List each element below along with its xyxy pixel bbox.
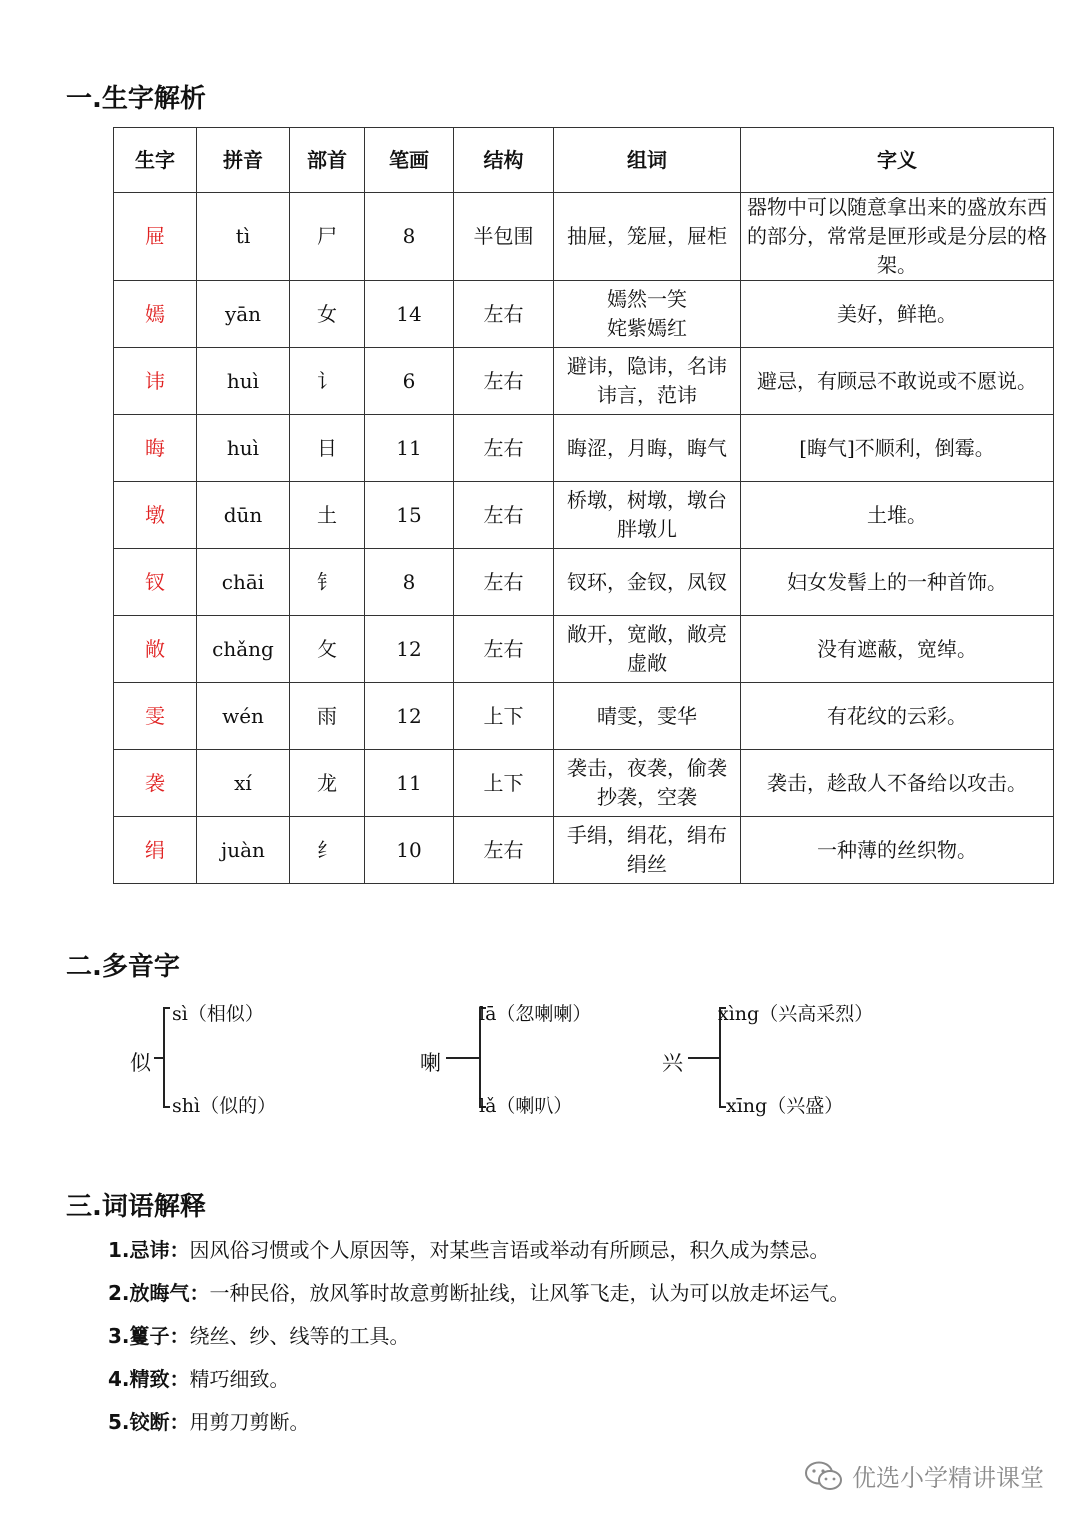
wechat-icon (804, 1460, 844, 1492)
meaning-cell: 一种薄的丝织物。 (741, 817, 1054, 884)
char-cell: 屉 (114, 193, 197, 281)
header-radical: 部首 (290, 128, 365, 193)
meaning-cell: 器物中可以随意拿出来的盛放东西的部分，常常是匣形或是分层的格架。 (741, 193, 1054, 281)
words-cell: 敞开，宽敞，敞亮 虚敞 (554, 616, 741, 683)
char-cell: 绢 (114, 817, 197, 884)
char-cell: 敞 (114, 616, 197, 683)
pinyin-cell: dūn (197, 482, 290, 549)
words-cell: 避讳，隐讳，名讳 讳言，范讳 (554, 348, 741, 415)
term-definition: 精巧细致。 (189, 1367, 290, 1391)
strokes-cell: 11 (365, 750, 454, 817)
meaning-cell: 袭击，趁敌人不备给以攻击。 (741, 750, 1054, 817)
header-structure: 结构 (454, 128, 554, 193)
term-definition: 一种民俗，放风筝时故意剪断扯线，让风筝飞走，认为可以放走坏运气。 (209, 1281, 850, 1305)
watermark (804, 1458, 1044, 1493)
polyphone-reading-2: lǎ（喇叭） (479, 1095, 573, 1117)
radical-cell: 日 (290, 415, 365, 482)
table-row (114, 415, 1054, 482)
structure-cell: 上下 (454, 683, 554, 750)
watermark-text: 优选小学精讲课堂 (852, 1464, 1044, 1492)
words-cell: 晦涩，月晦，晦气 (554, 415, 741, 482)
radical-cell: 女 (290, 281, 365, 348)
strokes-cell: 10 (365, 817, 454, 884)
header-meaning: 字义 (741, 128, 1054, 193)
meaning-cell: 没有遮蔽，宽绰。 (741, 616, 1054, 683)
term-label: 3.籰子： (108, 1324, 190, 1348)
brace-icon (152, 995, 172, 1120)
structure-cell: 左右 (454, 616, 554, 683)
polyphone-reading-1: xìng（兴高采烈） (718, 1003, 874, 1025)
strokes-cell: 8 (365, 193, 454, 281)
char-cell: 晦 (114, 415, 197, 482)
polyphone-group (420, 995, 670, 1120)
table-row (114, 482, 1054, 549)
structure-cell: 左右 (454, 281, 554, 348)
structure-cell: 左右 (454, 482, 554, 549)
structure-cell: 左右 (454, 817, 554, 884)
words-cell: 钗环，金钗，凤钗 (554, 549, 741, 616)
section-title-terms: 三.词语解释 (66, 1192, 206, 1222)
list-item (108, 1404, 850, 1447)
table-row (114, 817, 1054, 884)
header-words: 组词 (554, 128, 741, 193)
pinyin-cell: juàn (197, 817, 290, 884)
pinyin-cell: yān (197, 281, 290, 348)
radical-cell: 讠 (290, 348, 365, 415)
pinyin-cell: tì (197, 193, 290, 281)
pinyin-cell: chǎng (197, 616, 290, 683)
table-row (114, 348, 1054, 415)
char-cell: 袭 (114, 750, 197, 817)
meaning-cell: [晦气]不顺利，倒霉。 (741, 415, 1054, 482)
pinyin-cell: huì (197, 348, 290, 415)
words-cell: 嫣然一笑 姹紫嫣红 (554, 281, 741, 348)
term-definition: 用剪刀剪断。 (189, 1410, 310, 1434)
structure-cell: 左右 (454, 549, 554, 616)
structure-cell: 上下 (454, 750, 554, 817)
words-cell: 桥墩，树墩，墩台 胖墩儿 (554, 482, 741, 549)
strokes-cell: 14 (365, 281, 454, 348)
structure-cell: 半包围 (454, 193, 554, 281)
meaning-cell: 土堆。 (741, 482, 1054, 549)
strokes-cell: 12 (365, 616, 454, 683)
section-title-characters: 一.生字解析 (66, 84, 206, 114)
char-cell: 讳 (114, 348, 197, 415)
list-item (108, 1232, 850, 1275)
table-header-row (114, 128, 1054, 193)
meaning-cell: 避忌，有顾忌不敢说或不愿说。 (741, 348, 1054, 415)
header-char: 生字 (114, 128, 197, 193)
polyphone-reading-2: xīng（兴盛） (726, 1095, 844, 1117)
table-row (114, 750, 1054, 817)
words-cell: 袭击，夜袭，偷袭 抄袭，空袭 (554, 750, 741, 817)
section-title-polyphones: 二.多音字 (66, 952, 180, 982)
polyphone-char: 似 (130, 1051, 151, 1075)
words-cell: 晴雯，雯华 (554, 683, 741, 750)
term-label: 5.铰断： (108, 1410, 190, 1434)
term-label: 1.忌讳： (108, 1238, 190, 1262)
radical-cell: 攵 (290, 616, 365, 683)
term-definition: 绕丝、纱、线等的工具。 (189, 1324, 410, 1348)
list-item (108, 1275, 850, 1318)
strokes-cell: 8 (365, 549, 454, 616)
strokes-cell: 15 (365, 482, 454, 549)
strokes-cell: 11 (365, 415, 454, 482)
radical-cell: 雨 (290, 683, 365, 750)
radical-cell: 土 (290, 482, 365, 549)
polyphone-char: 喇 (420, 1051, 441, 1075)
polyphone-reading-1: lā（忽喇喇） (479, 1003, 592, 1025)
pinyin-cell: huì (197, 415, 290, 482)
meaning-cell: 美好，鲜艳。 (741, 281, 1054, 348)
radical-cell: 钅 (290, 549, 365, 616)
table-row (114, 193, 1054, 281)
header-strokes: 笔画 (365, 128, 454, 193)
structure-cell: 左右 (454, 415, 554, 482)
radical-cell: 纟 (290, 817, 365, 884)
list-item (108, 1361, 850, 1404)
char-cell: 钗 (114, 549, 197, 616)
char-cell: 墩 (114, 482, 197, 549)
polyphone-reading-2: shì（似的） (172, 1095, 277, 1117)
pinyin-cell: wén (197, 683, 290, 750)
table-row (114, 683, 1054, 750)
words-cell: 手绢，绢花，绢布 绢丝 (554, 817, 741, 884)
table-row (114, 281, 1054, 348)
char-cell: 嫣 (114, 281, 197, 348)
list-item (108, 1318, 850, 1361)
table-row (114, 549, 1054, 616)
polyphone-group (662, 995, 922, 1120)
strokes-cell: 12 (365, 683, 454, 750)
term-label: 2.放晦气： (108, 1281, 210, 1305)
polyphone-reading-1: sì（相似） (172, 1003, 264, 1025)
polyphone-group (130, 995, 380, 1120)
character-table (113, 127, 1054, 884)
structure-cell: 左右 (454, 348, 554, 415)
polyphone-char: 兴 (662, 1051, 683, 1075)
table-row (114, 616, 1054, 683)
pinyin-cell: chāi (197, 549, 290, 616)
strokes-cell: 6 (365, 348, 454, 415)
char-cell: 雯 (114, 683, 197, 750)
radical-cell: 龙 (290, 750, 365, 817)
term-label: 4.精致： (108, 1367, 190, 1391)
words-cell: 抽屉，笼屉，屉柜 (554, 193, 741, 281)
term-list (108, 1232, 850, 1447)
radical-cell: 尸 (290, 193, 365, 281)
header-pinyin: 拼音 (197, 128, 290, 193)
meaning-cell: 有花纹的云彩。 (741, 683, 1054, 750)
meaning-cell: 妇女发髻上的一种首饰。 (741, 549, 1054, 616)
pinyin-cell: xí (197, 750, 290, 817)
term-definition: 因风俗习惯或个人原因等，对某些言语或举动有所顾忌，积久成为禁忌。 (189, 1238, 830, 1262)
